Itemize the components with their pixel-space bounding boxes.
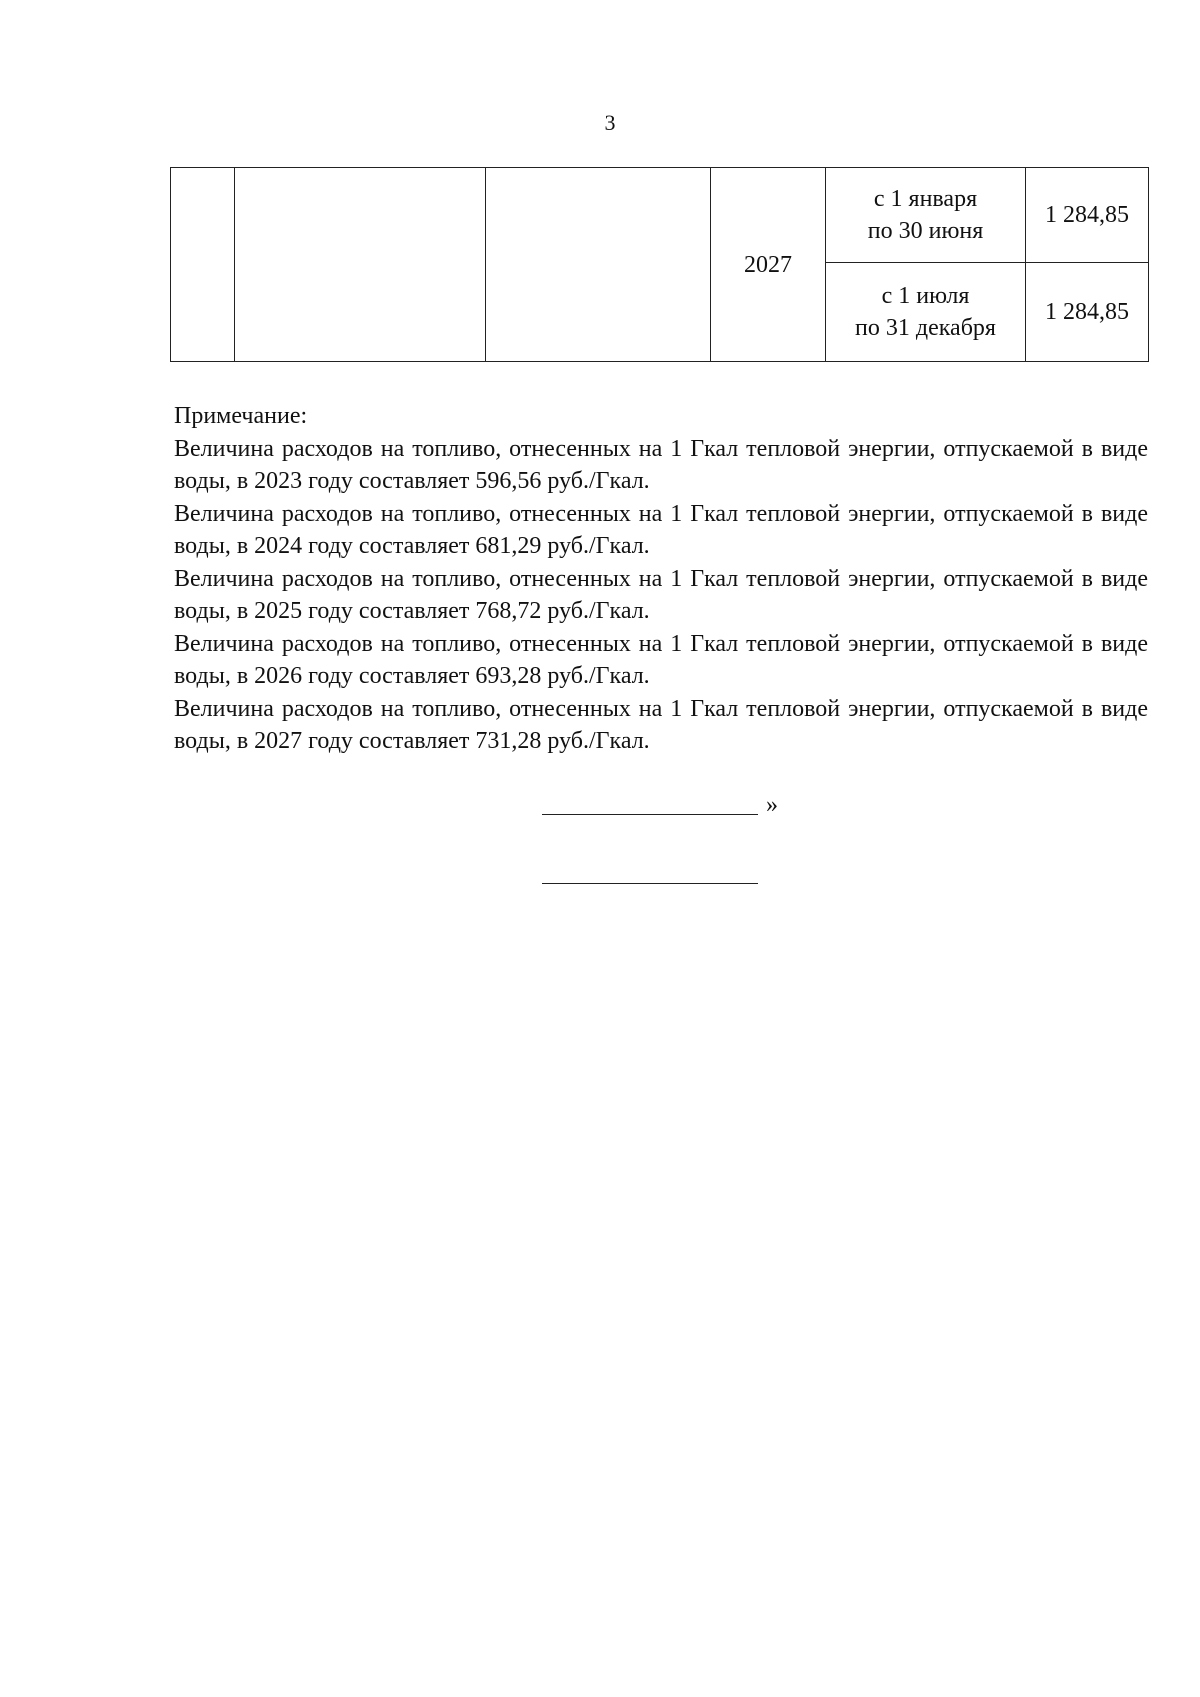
page-number: 3 [604, 110, 616, 135]
note-title: Примечание: [174, 403, 308, 429]
table-cell-value: 1 284,85 [1026, 263, 1149, 362]
table-cell-number [171, 168, 235, 362]
note-block [174, 400, 1148, 758]
period-start: с 1 января [873, 186, 978, 212]
closing-quote: » [766, 792, 778, 818]
period-end: по 31 декабря [855, 315, 996, 341]
table-cell-organization [235, 168, 486, 362]
period-end: по 30 июня [867, 218, 984, 244]
table-cell-value: 1 284,85 [1026, 168, 1149, 263]
table-cell-period [826, 168, 1026, 263]
note-paragraph: Величина расходов на топливо, отнесенных на 1 Гкал тепловой энергии, отпускаемой в виде воды, в 2025 году составляет 768,72 руб./Гкал. [174, 565, 1148, 624]
note-paragraph: Величина расходов на топливо, отнесенных на 1 Гкал тепловой энергии, отпускаемой в виде воды, в 2023 году составляет 596,56 руб./Гкал. [174, 435, 1148, 494]
tariff-table [170, 167, 1149, 362]
note-paragraph: Величина расходов на топливо, отнесенных на 1 Гкал тепловой энергии, отпускаемой в виде воды, в 2024 году составляет 681,29 руб./Гкал. [174, 500, 1148, 559]
period-start: с 1 июля [881, 283, 970, 309]
table-cell-year: 2027 [711, 168, 826, 362]
end-mark [542, 790, 778, 820]
bottom-divider [542, 883, 758, 884]
end-underline [542, 790, 758, 815]
table-cell-period [826, 263, 1026, 362]
table-row [171, 168, 1149, 263]
note-paragraph: Величина расходов на топливо, отнесенных на 1 Гкал тепловой энергии, отпускаемой в виде воды, в 2027 году составляет 731,28 руб./Гкал. [174, 695, 1148, 754]
note-paragraph: Величина расходов на топливо, отнесенных на 1 Гкал тепловой энергии, отпускаемой в виде воды, в 2026 году составляет 693,28 руб./Гкал. [174, 630, 1148, 689]
table-cell-category [486, 168, 711, 362]
